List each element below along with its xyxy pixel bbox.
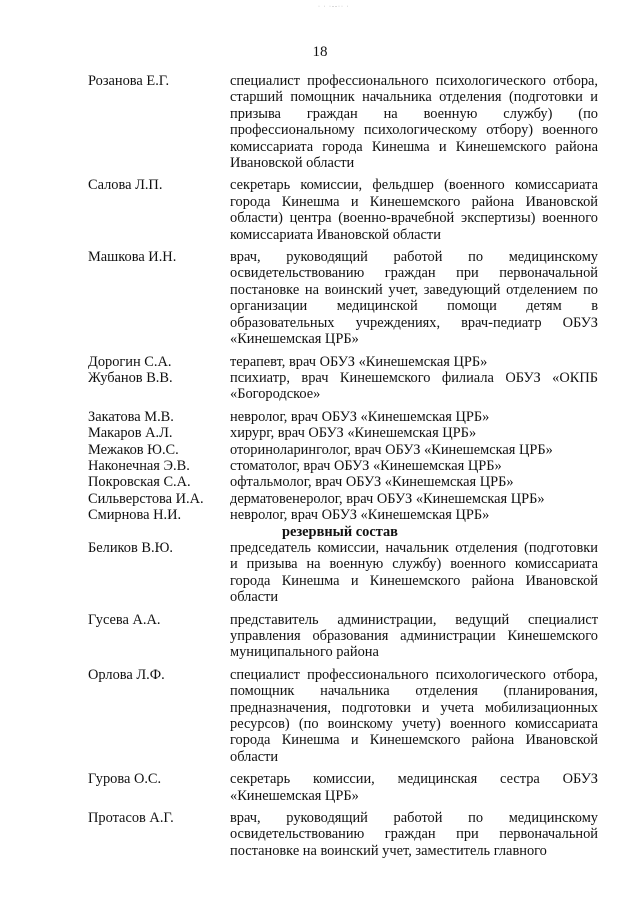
member-row bbox=[88, 810, 598, 859]
member-name: Покровская С.А. bbox=[88, 474, 191, 491]
member-row bbox=[88, 474, 598, 490]
member-role: председатель комиссии, начальник отделения (подготовки и призыва на военную службу) военного комиссариата города Кинешма и Кинешемского района Ивановской области bbox=[230, 539, 598, 606]
member-name: Смирнова Н.И. bbox=[88, 507, 182, 524]
member-name: Наконечная Э.В. bbox=[88, 457, 190, 474]
member-name: Жубанов В.В. bbox=[88, 369, 173, 386]
member-role: терапевт, врач ОБУЗ «Кинешемская ЦРБ» bbox=[230, 353, 488, 370]
member-row bbox=[88, 425, 598, 441]
main-members bbox=[88, 73, 598, 524]
member-row bbox=[88, 177, 598, 243]
member-role: стоматолог, врач ОБУЗ «Кинешемская ЦРБ» bbox=[230, 457, 502, 474]
member-role: специалист профессионального психологического отбора, старший помощник начальника отделения (подготовки и призыва граждан на военную службу) (по профессиональному психологическому отбору) военного комиссариата города Кинешма и Кинешемского района Ивановской области bbox=[230, 73, 598, 172]
member-name: Сильверстова И.А. bbox=[88, 490, 204, 507]
commission-list bbox=[88, 73, 598, 859]
member-name: Салова Л.П. bbox=[88, 177, 163, 194]
member-name: Беликов В.Ю. bbox=[88, 539, 173, 556]
member-row bbox=[88, 442, 598, 458]
member-role: специалист профессионального психологического отбора, помощник начальника отделения (планирования, предназначения, подготовки и учета мобилизационных ресурсов) (по воинскому учету) военного комиссариата города Кинешма и Кинешемского района Ивановской области bbox=[230, 666, 598, 765]
member-row bbox=[88, 507, 598, 523]
member-role: врач, руководящий работой по медицинскому освидетельствованию граждан при первоначальной постановке на воинский учет, заведующий отделением по организации медицинской помощи детям в образовательных учреждениях, врач-педиатр ОБУЗ «Кинешемская ЦРБ» bbox=[230, 249, 598, 348]
member-role: невролог, врач ОБУЗ «Кинешемская ЦРБ» bbox=[230, 408, 490, 425]
member-name: Макаров А.Л. bbox=[88, 425, 173, 442]
scan-mark: · · ·--·· · bbox=[318, 4, 350, 10]
member-name: Протасов А.Г. bbox=[88, 810, 174, 827]
member-name: Межаков Ю.С. bbox=[88, 441, 179, 458]
member-row bbox=[88, 409, 598, 425]
member-row bbox=[88, 771, 598, 804]
member-row bbox=[88, 73, 598, 171]
member-name: Розанова Е.Г. bbox=[88, 73, 170, 89]
member-role: хирург, врач ОБУЗ «Кинешемская ЦРБ» bbox=[230, 425, 477, 442]
member-row bbox=[88, 249, 598, 347]
member-role: психиатр, врач Кинешемского филиала ОБУЗ «ОКПБ «Богородское» bbox=[230, 369, 598, 403]
member-row bbox=[88, 612, 598, 661]
member-row bbox=[88, 370, 598, 403]
page-number: 18 bbox=[312, 44, 328, 60]
section-title-reserve: резервный состав bbox=[282, 523, 398, 540]
member-row bbox=[88, 667, 598, 765]
member-role: секретарь комиссии, фельдшер (военного комиссариата города Кинешма и Кинешемского района Ивановской области) центра (военно-врачебной экспертизы) военного комиссариата Ивановской области bbox=[230, 177, 598, 243]
member-row bbox=[88, 491, 598, 507]
reserve-members bbox=[88, 540, 598, 859]
member-name: Машкова И.Н. bbox=[88, 249, 177, 266]
member-name: Орлова Л.Ф. bbox=[88, 666, 165, 683]
member-role: дерматовенеролог, врач ОБУЗ «Кинешемская ЦРБ» bbox=[230, 490, 545, 507]
member-name: Гусева А.А. bbox=[88, 611, 161, 628]
member-row bbox=[88, 354, 598, 370]
member-row bbox=[88, 458, 598, 474]
member-role: офтальмолог, врач ОБУЗ «Кинешемская ЦРБ» bbox=[230, 474, 514, 491]
member-role: невролог, врач ОБУЗ «Кинешемская ЦРБ» bbox=[230, 507, 490, 524]
member-row bbox=[88, 540, 598, 606]
member-name: Дорогин С.А. bbox=[88, 353, 172, 370]
member-role: врач, руководящий работой по медицинскому освидетельствованию граждан при первоначальной постановке на воинский учет, заместитель главного bbox=[230, 810, 598, 859]
member-role: представитель администрации, ведущий специалист управления образования администрации Кинешемского муниципального района bbox=[230, 611, 598, 661]
member-name: Закатова М.В. bbox=[88, 408, 174, 425]
member-role: оториноларинголог, врач ОБУЗ «Кинешемская ЦРБ» bbox=[230, 441, 553, 458]
member-name: Гурова О.С. bbox=[88, 771, 162, 788]
member-role: секретарь комиссии, медицинская сестра ОБУЗ «Кинешемская ЦРБ» bbox=[230, 771, 598, 804]
